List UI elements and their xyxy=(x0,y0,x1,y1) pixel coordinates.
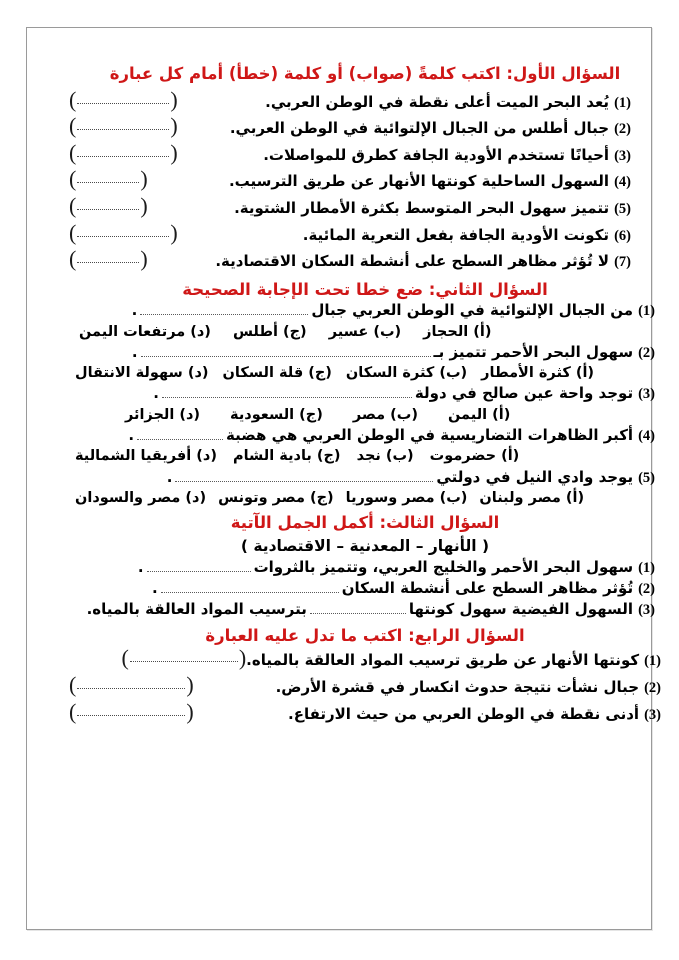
paren-open: ( xyxy=(69,246,77,272)
option-value: السعودية xyxy=(230,406,295,423)
period: . xyxy=(137,557,144,576)
paren-open: ( xyxy=(69,671,77,697)
option-key: (د) xyxy=(179,406,201,423)
option-value: نجد xyxy=(356,448,381,465)
period: . xyxy=(128,426,135,445)
option[interactable] xyxy=(448,405,510,425)
paren-open: ( xyxy=(121,645,129,671)
option[interactable] xyxy=(423,322,491,342)
item-text: السهول الفيضية سهول كونتها xyxy=(408,600,634,619)
item-number: (2) xyxy=(638,344,655,361)
option-value: سهولة الانتقال xyxy=(75,365,183,382)
paren-close: ) xyxy=(140,246,148,272)
item-number: (4) xyxy=(614,174,631,191)
option-key: (د) xyxy=(190,323,211,340)
option-value: عسير xyxy=(328,323,369,340)
answer-blank[interactable] xyxy=(69,698,194,724)
paren-close: ) xyxy=(186,698,194,724)
list-item xyxy=(69,221,661,248)
answer-blank[interactable] xyxy=(69,139,178,165)
item-text: لا تُؤثر مظاهر السطح على أنشطة السكان الاقتصادية. xyxy=(215,252,610,271)
option-key: (أ) xyxy=(492,406,511,423)
list-item xyxy=(69,88,661,115)
option-key: (أ) xyxy=(501,448,520,465)
option[interactable] xyxy=(223,363,332,383)
item-number: (1) xyxy=(638,303,655,320)
item-text: السهول الساحلية كونتها الأنهار عن طريق الترسيب. xyxy=(228,172,610,191)
option-key: (ج) xyxy=(316,448,341,465)
mc-question xyxy=(69,342,661,363)
item-text: تتميز سهول البحر المتوسط بكثرة الأمطار الشتوية. xyxy=(234,198,610,217)
item-number: (2) xyxy=(638,581,655,598)
dotted-line xyxy=(77,149,169,157)
section-4-items xyxy=(69,646,661,726)
dotted-line[interactable] xyxy=(175,472,433,482)
item-number: (5) xyxy=(638,469,655,486)
item-number: (1) xyxy=(614,94,631,111)
option[interactable] xyxy=(233,322,307,342)
item-number: (1) xyxy=(644,653,661,670)
period: . xyxy=(166,467,173,486)
answer-blank[interactable] xyxy=(69,671,194,697)
option-key: (ب) xyxy=(439,489,468,506)
option-value: حضرموت xyxy=(429,448,497,465)
option[interactable] xyxy=(329,322,401,342)
worksheet-content xyxy=(57,58,675,955)
answer-blank[interactable] xyxy=(69,168,148,190)
option-key: (ج) xyxy=(309,489,334,506)
dotted-line[interactable] xyxy=(161,583,339,593)
paren-open: ( xyxy=(69,113,77,139)
list-item xyxy=(69,167,661,194)
option[interactable] xyxy=(233,446,341,466)
item-number: (4) xyxy=(638,428,655,445)
option-key: (أ) xyxy=(565,489,585,506)
option-key: (أ) xyxy=(473,323,492,340)
option-value: كثرة الأمطار xyxy=(481,365,571,382)
dotted-line[interactable] xyxy=(141,347,431,357)
mc-question xyxy=(69,425,661,446)
mc-options xyxy=(69,488,661,508)
item-text: جبال نشأت نتيجة حدوث انكسار في قشرة الأرض. xyxy=(275,677,640,696)
paren-close: ) xyxy=(238,645,247,671)
option-value: أطلس xyxy=(232,323,278,340)
list-item xyxy=(69,141,661,168)
mc-options xyxy=(69,363,661,383)
paren-close: ) xyxy=(140,192,148,218)
section-3-heading: السؤال الثالث: أكمل الجمل الآتية xyxy=(230,513,500,533)
item-number: (3) xyxy=(638,602,655,619)
paren-close: ) xyxy=(140,166,148,192)
paren-close: ) xyxy=(170,86,178,112)
item-number: (7) xyxy=(614,254,631,271)
item-number: (3) xyxy=(614,147,631,164)
item-number: (5) xyxy=(614,200,631,217)
item-text: جبال أطلس من الجبال الإلتوائية في الوطن العربي. xyxy=(229,119,610,138)
option-key: (ج) xyxy=(308,365,332,382)
dotted-line xyxy=(77,681,185,689)
paren-open: ( xyxy=(69,192,77,218)
paren-open: ( xyxy=(69,219,77,245)
option-value: الجزائر xyxy=(125,406,175,423)
option-key: (د) xyxy=(185,489,207,506)
item-number: (2) xyxy=(644,679,661,696)
answer-blank[interactable] xyxy=(69,115,178,137)
item-number: (1) xyxy=(638,559,655,576)
item-number: (3) xyxy=(644,706,661,723)
option-value: كثرة السكان xyxy=(345,365,435,382)
dotted-line xyxy=(77,229,169,237)
period: . xyxy=(153,384,159,403)
mc-question xyxy=(69,467,661,488)
section-3 xyxy=(69,513,661,621)
dotted-line xyxy=(77,175,139,183)
page-border xyxy=(26,27,661,930)
list-item xyxy=(69,673,661,700)
dotted-line xyxy=(77,708,185,716)
item-text: يُعد البحر الميت أعلى نقطة في الوطن العربي. xyxy=(265,92,610,111)
dotted-line xyxy=(77,96,169,104)
option[interactable] xyxy=(75,488,206,508)
mc-options xyxy=(69,446,661,466)
answer-blank[interactable] xyxy=(122,647,247,669)
section-1-items xyxy=(69,88,661,274)
section-3-items xyxy=(69,557,661,621)
option-value: أفريقيا الشمالية xyxy=(75,448,192,465)
answer-blank[interactable] xyxy=(69,219,178,245)
section-2 xyxy=(69,280,661,509)
item-text: من الجبال الإلتوائية في الوطن العربي جبال xyxy=(311,301,634,320)
option-value: مصر xyxy=(352,406,386,423)
section-1-heading: السؤال الأول: اكتب كلمةً (صواب) أو كلمة (خطأ) أمام كل عبارة xyxy=(109,64,621,83)
section-2-heading: السؤال الثاني: ضع خطا تحت الإجابة الصحيحة xyxy=(182,279,548,299)
mc-options xyxy=(69,322,661,342)
option-value: اليمن xyxy=(448,406,488,423)
dotted-line[interactable] xyxy=(140,305,308,315)
option-value: بادية الشام xyxy=(232,448,312,465)
list-item xyxy=(69,599,661,620)
word-bank: ( الأنهار – المعدنية – الاقتصادية ) xyxy=(240,536,490,555)
option-key: (ج) xyxy=(299,406,323,423)
list-item xyxy=(69,194,661,221)
option-value: قلة السكان xyxy=(222,365,304,382)
answer-blank[interactable] xyxy=(69,248,148,270)
option[interactable] xyxy=(357,446,414,466)
item-text: يوجد وادي النيل في دولتي xyxy=(436,467,634,486)
option[interactable] xyxy=(353,405,418,425)
item-number: (2) xyxy=(614,121,631,138)
list-item xyxy=(69,578,661,599)
option[interactable] xyxy=(346,488,468,508)
item-text: أدنى نقطة في الوطن العربي من حيث الارتفاع. xyxy=(288,704,640,723)
option-key: (د) xyxy=(187,365,209,382)
period: . xyxy=(131,301,138,320)
option[interactable] xyxy=(481,363,594,383)
option-key: (ب) xyxy=(390,406,418,423)
option[interactable] xyxy=(75,446,217,466)
option[interactable] xyxy=(218,488,334,508)
dotted-line[interactable] xyxy=(310,604,406,614)
paren-close: ) xyxy=(170,139,178,165)
paren-open: ( xyxy=(69,86,77,112)
paren-open: ( xyxy=(69,698,77,724)
option-key: (ب) xyxy=(385,448,414,465)
paren-close: ) xyxy=(170,219,178,245)
mc-question xyxy=(69,383,661,404)
paren-close: ) xyxy=(186,671,194,697)
list-item xyxy=(69,114,661,141)
paren-open: ( xyxy=(69,139,77,165)
option[interactable] xyxy=(346,363,467,383)
list-item xyxy=(69,700,661,727)
option[interactable] xyxy=(75,363,209,383)
option-value: مرتفعات اليمن xyxy=(79,323,186,340)
answer-blank[interactable] xyxy=(69,192,148,218)
item-text: كونتها الأنهار عن طريق ترسيب المواد العالقة بالمياه. xyxy=(246,651,640,670)
option-value: الحجاز xyxy=(423,323,469,340)
option[interactable] xyxy=(430,446,520,466)
item-number: (6) xyxy=(614,227,631,244)
option-key: (ج) xyxy=(282,323,307,340)
dotted-line xyxy=(130,654,238,662)
option-value: مصر وتونس xyxy=(218,489,305,506)
item-text: سهول البحر الأحمر تتميز بـ xyxy=(433,342,634,361)
option-value: مصر والسودان xyxy=(75,489,181,506)
paren-open: ( xyxy=(69,166,77,192)
option-key: (د) xyxy=(196,448,217,465)
option-value: مصر ولبنان xyxy=(479,489,561,506)
option[interactable] xyxy=(79,322,211,342)
list-item xyxy=(69,557,661,578)
item-number: (3) xyxy=(638,386,655,403)
mc-options xyxy=(69,405,661,425)
option[interactable] xyxy=(479,488,584,508)
item-text: تُؤثر مظاهر السطح على أنشطة السكان xyxy=(341,579,634,598)
option[interactable] xyxy=(125,405,200,425)
dotted-line[interactable] xyxy=(162,388,412,398)
answer-blank[interactable] xyxy=(69,86,178,112)
list-item xyxy=(69,247,661,274)
item-tail: بترسيب المواد العالقة بالمياه. xyxy=(86,600,307,619)
period: . xyxy=(131,342,138,361)
dotted-line[interactable] xyxy=(137,430,223,440)
option-key: (أ) xyxy=(575,365,595,382)
period: . xyxy=(152,579,158,598)
item-text: أكبر الظاهرات التضاريسية في الوطن العربي هي هضبة xyxy=(226,426,634,445)
option-key: (ب) xyxy=(373,323,402,340)
section-1 xyxy=(69,64,661,274)
item-text: سهول البحر الأحمر والخليج العربي، وتتميز بالثروات xyxy=(253,557,634,576)
dotted-line xyxy=(77,255,139,263)
item-text: تكونت الأودية الجافة بفعل التعرية المائية. xyxy=(302,225,610,244)
item-text: توجد واحة عين صالح في دولة xyxy=(414,384,634,403)
dotted-line[interactable] xyxy=(147,562,251,572)
paren-close: ) xyxy=(170,113,178,139)
item-text: أحيانًا تستخدم الأودية الجافة كطرق للمواصلات. xyxy=(263,145,610,164)
dotted-line xyxy=(77,202,139,210)
section-4-heading: السؤال الرابع: اكتب ما تدل عليه العبارة xyxy=(205,625,525,645)
option-key: (ب) xyxy=(439,365,468,382)
mc-question xyxy=(69,300,661,321)
list-item xyxy=(69,646,661,673)
dotted-line xyxy=(77,122,169,130)
option-value: مصر وسوريا xyxy=(345,489,435,506)
section-4 xyxy=(69,626,661,726)
option[interactable] xyxy=(230,405,323,425)
